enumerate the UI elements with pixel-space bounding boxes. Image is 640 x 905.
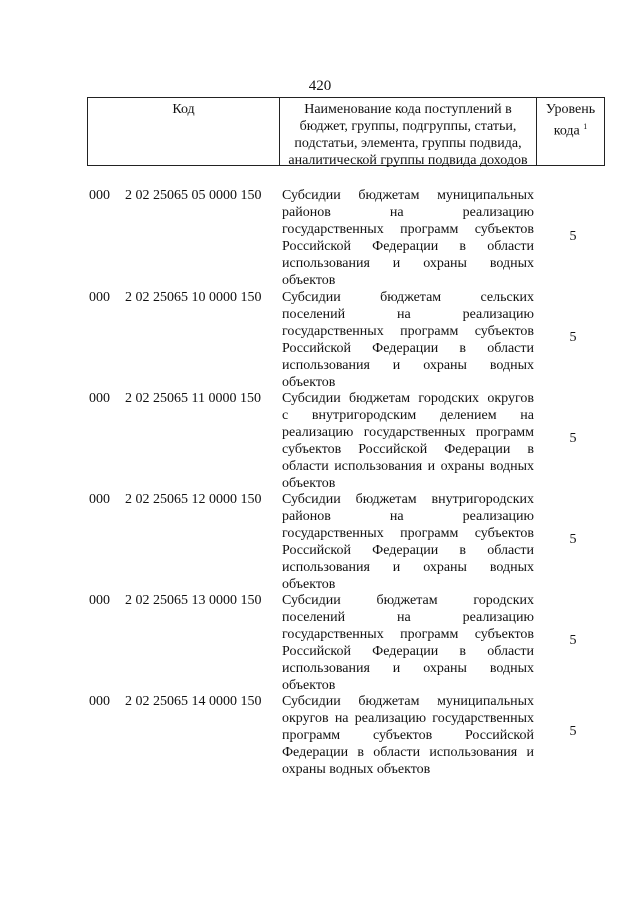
description-line: государственных программ субъектов <box>282 627 534 642</box>
description-line: Субсидии бюджетам муниципальных <box>282 188 534 203</box>
header-level-line: Уровень <box>545 102 596 117</box>
description-line: поселений на реализацию <box>282 307 534 322</box>
admin-code: 000 <box>89 492 110 507</box>
header-name <box>279 98 536 168</box>
description-line: Субсидии бюджетам внутригородских <box>282 492 534 507</box>
description-line: поселений на реализацию <box>282 610 534 625</box>
admin-code: 000 <box>89 593 110 608</box>
description-line: Субсидии бюджетам городских округов <box>282 391 534 406</box>
description-line: государственных программ субъектов <box>282 222 534 237</box>
revenue-description <box>282 592 534 694</box>
revenue-description <box>282 187 534 289</box>
description-line: Субсидии бюджетам сельских <box>282 290 534 305</box>
revenue-code: 2 02 25065 12 0000 150 <box>125 492 262 507</box>
description-line: использования и охраны водных <box>282 661 534 676</box>
code-level: 5 <box>569 330 577 345</box>
header-name-line: аналитической группы подвида доходов <box>288 153 528 168</box>
revenue-code: 2 02 25065 14 0000 150 <box>125 694 262 709</box>
code-level: 5 <box>569 724 577 739</box>
description-line: объектов <box>282 577 336 592</box>
description-line: использования и охраны водных <box>282 358 534 373</box>
header-code: Код <box>172 102 195 117</box>
table-header <box>87 97 605 166</box>
description-line: субъектов Российской Федерации в <box>282 442 534 457</box>
description-line: области использования и охраны водных <box>282 459 534 474</box>
header-name-line: Наименование кода поступлений в <box>304 102 512 117</box>
description-line: Субсидии бюджетам муниципальных <box>282 694 534 709</box>
revenue-description <box>282 693 534 778</box>
code-level: 5 <box>569 633 577 648</box>
admin-code: 000 <box>89 694 110 709</box>
description-line: Федерации в области использования и <box>282 745 534 760</box>
revenue-code: 2 02 25065 10 0000 150 <box>125 290 262 305</box>
description-line: государственных программ субъектов <box>282 526 534 541</box>
revenue-description <box>282 289 534 391</box>
description-line: использования и охраны водных <box>282 256 534 271</box>
code-level: 5 <box>569 431 577 446</box>
revenue-code: 2 02 25065 05 0000 150 <box>125 188 262 203</box>
revenue-code: 2 02 25065 11 0000 150 <box>125 391 261 406</box>
description-line: Российской Федерации в области <box>282 543 534 558</box>
code-level: 5 <box>569 532 577 547</box>
admin-code: 000 <box>89 188 110 203</box>
footnote-mark: 1 <box>583 122 588 131</box>
description-line: Российской Федерации в области <box>282 644 534 659</box>
admin-code: 000 <box>89 290 110 305</box>
description-line: Субсидии бюджетам городских <box>282 593 534 608</box>
description-line: объектов <box>282 678 336 693</box>
description-line: использования и охраны водных <box>282 560 534 575</box>
description-line: охраны водных объектов <box>282 762 431 777</box>
description-line: объектов <box>282 273 336 288</box>
description-line: районов на реализацию <box>282 509 534 524</box>
header-level <box>536 98 604 165</box>
page-number: 420 <box>308 78 332 94</box>
description-line: программ субъектов Российской <box>282 728 534 743</box>
admin-code: 000 <box>89 391 110 406</box>
revenue-description <box>282 390 534 492</box>
description-line: с внутригородским делением на <box>282 408 534 423</box>
revenue-code: 2 02 25065 13 0000 150 <box>125 593 262 608</box>
description-line: государственных программ субъектов <box>282 324 534 339</box>
code-level: 5 <box>569 229 577 244</box>
description-line: Российской Федерации в области <box>282 239 534 254</box>
description-line: объектов <box>282 375 336 390</box>
description-line: округов на реализацию государственных <box>282 711 534 726</box>
description-line: районов на реализацию <box>282 205 534 220</box>
description-line: объектов <box>282 476 336 491</box>
description-line: реализацию государственных программ <box>282 425 534 440</box>
header-level-word: кода <box>553 123 580 139</box>
header-level-line <box>537 118 604 140</box>
revenue-description <box>282 491 534 593</box>
header-name-line: подстатьи, элемента, группы подвида, <box>294 136 522 151</box>
description-line: Российской Федерации в области <box>282 341 534 356</box>
header-name-line: бюджет, группы, подгруппы, статьи, <box>299 119 517 134</box>
